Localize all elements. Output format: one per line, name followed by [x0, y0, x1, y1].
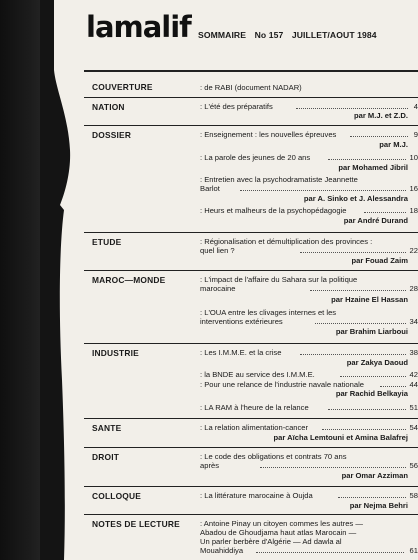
- page-number: 9: [413, 130, 418, 139]
- section-label: INDUSTRIE: [92, 348, 139, 358]
- section-label: MAROC—MONDE: [92, 275, 166, 285]
- section-couverture: [84, 80, 418, 96]
- cover-credit: : de RABI (document NADAR): [200, 83, 302, 92]
- toc-entry: [200, 403, 418, 413]
- section-maroc-monde: [84, 270, 418, 341]
- entry-title: : la BNDE au service des I.M.M.E.: [200, 370, 315, 379]
- leader-dots: [328, 159, 406, 160]
- entry-title: : Pour une relance de l'industrie navale nationale: [200, 380, 364, 389]
- section-label: NATION: [92, 102, 125, 112]
- entry-title: : Heurs et malheurs de la psychopédagogie: [200, 206, 347, 215]
- entry-title: : Entretien avec la psychodramatiste Jeannette Barlot: [200, 175, 358, 193]
- toc-entry: [200, 153, 418, 173]
- leader-dots: [364, 212, 406, 213]
- leader-dots: [340, 376, 406, 377]
- leader-dots: [338, 497, 406, 498]
- section-sante: [84, 418, 418, 445]
- page-number: 44: [409, 380, 418, 389]
- entry-author: par M.J.: [379, 140, 408, 149]
- page-number: 10: [409, 153, 418, 162]
- page-number: 58: [409, 491, 418, 500]
- entry-author: par A. Sinko et J. Alessandra: [303, 194, 408, 203]
- toc-entry: [200, 380, 418, 400]
- toc-entry: [200, 370, 418, 380]
- page-number: 34: [409, 317, 418, 326]
- leader-dots: [260, 467, 406, 468]
- section-droit: [84, 447, 418, 484]
- section-label: ETUDE: [92, 237, 122, 247]
- leader-dots: [240, 190, 406, 191]
- section-notes-de-lecture: [84, 514, 418, 560]
- toc-entry: [200, 452, 418, 482]
- toc-entry: [200, 275, 418, 305]
- entry-title: : L'été des préparatifs: [200, 102, 273, 111]
- page-number: 56: [409, 461, 418, 470]
- entry-title: : La littérature marocaine à Oujda: [200, 491, 313, 500]
- leader-dots: [328, 409, 406, 410]
- section-etude: [84, 232, 418, 269]
- entry-line: Abadou de Ghoudjama haut atlas Marocain —: [200, 528, 357, 537]
- entry-title: : La parole des jeunes de 20 ans: [200, 153, 311, 162]
- leader-dots: [296, 108, 408, 109]
- top-rule: [84, 70, 418, 72]
- page-number: 61: [409, 546, 418, 555]
- entry-author: par Aïcha Lemtouni et Amina Balafrej: [273, 433, 408, 442]
- entry-title: : Les I.M.M.E. et la crise: [200, 348, 282, 357]
- entry-author: par Mohamed Jibril: [338, 163, 408, 172]
- entry-title: : L'impact de l'affaire du Sahara sur la politique marocaine: [200, 275, 358, 293]
- magazine-logo: lamalif: [86, 10, 191, 44]
- issue-number: No 157: [254, 30, 284, 40]
- section-dossier: [84, 125, 418, 228]
- entry-author: par M.J. et Z.D.: [353, 111, 408, 120]
- entry-author: par Nejma Behri: [349, 501, 408, 510]
- toc-entry: [200, 308, 418, 338]
- section-label: DOSSIER: [92, 130, 132, 140]
- entry-author: par Zakya Daoud: [346, 358, 408, 367]
- entry-title: : Le code des obligations et contrats 70 ans après: [200, 452, 347, 470]
- leader-dots: [256, 552, 404, 553]
- leader-dots: [310, 290, 406, 291]
- section-nation: [84, 97, 418, 123]
- entry-line: Un parler berbère d'Algérie — Ad dawla al: [200, 537, 342, 546]
- page-number: 51: [409, 403, 418, 412]
- leader-dots: [300, 252, 406, 253]
- entry-title: : La relation alimentation-cancer: [200, 423, 309, 432]
- section-label: NOTES DE LECTURE: [92, 519, 180, 529]
- entry-author: par Brahim Liarboui: [335, 327, 408, 336]
- page-number: 16: [409, 184, 418, 193]
- section-colloque: [84, 486, 418, 512]
- entry-title: : L'OUA entre les clivages internes et les interventions extérieures: [200, 308, 337, 326]
- decorative-spire: [40, 0, 80, 560]
- section-label: COUVERTURE: [92, 82, 153, 92]
- entry-author: par Fouad Zaim: [351, 256, 408, 265]
- issue-header: [198, 30, 383, 40]
- toc-entry: [200, 423, 418, 443]
- toc-entry: [200, 130, 418, 150]
- page-number: 54: [409, 423, 418, 432]
- entry-line: : Antoine Pinay un citoyen commes les autres —: [200, 519, 363, 528]
- entry-author: par Omar Azziman: [341, 471, 408, 480]
- entry-title: : Enseignement : les nouvelles épreuves: [200, 130, 337, 139]
- leader-dots: [380, 386, 406, 387]
- toc-entry: [200, 491, 418, 511]
- section-label: DROIT: [92, 452, 120, 462]
- issue-date: JUILLET/AOUT 1984: [291, 30, 377, 40]
- section-industrie: [84, 343, 418, 416]
- toc-entry: [200, 175, 418, 203]
- page-number: 22: [409, 246, 418, 255]
- page-number: 4: [413, 102, 418, 111]
- section-label: SANTE: [92, 423, 122, 433]
- entry-title: : LA RAM à l'heure de la relance: [200, 403, 309, 412]
- page-number: 28: [409, 284, 418, 293]
- page-number: 18: [409, 206, 418, 215]
- entry-author: par Rachid Belkayia: [335, 389, 408, 398]
- leader-dots: [350, 136, 408, 137]
- leader-dots: [300, 354, 406, 355]
- entry-title: : Régionalisation et démultiplication des provinces : quel lien ?: [200, 237, 373, 255]
- page-number: 42: [409, 370, 418, 379]
- toc-entry: [200, 519, 418, 560]
- leader-dots: [322, 429, 406, 430]
- leader-dots: [315, 323, 406, 324]
- entry-author: par André Durand: [343, 216, 408, 225]
- section-label: COLLOQUE: [92, 491, 142, 501]
- toc-entry: [200, 206, 418, 226]
- toc-entry: [200, 237, 418, 267]
- page-number: 38: [409, 348, 418, 357]
- entry-line: Mouahiddiya: [200, 546, 244, 555]
- toc-entry: [200, 102, 418, 120]
- sommaire-label: SOMMAIRE: [198, 30, 247, 40]
- entry-author: par Hzaine El Hassan: [331, 295, 408, 304]
- toc-entry: [200, 348, 418, 368]
